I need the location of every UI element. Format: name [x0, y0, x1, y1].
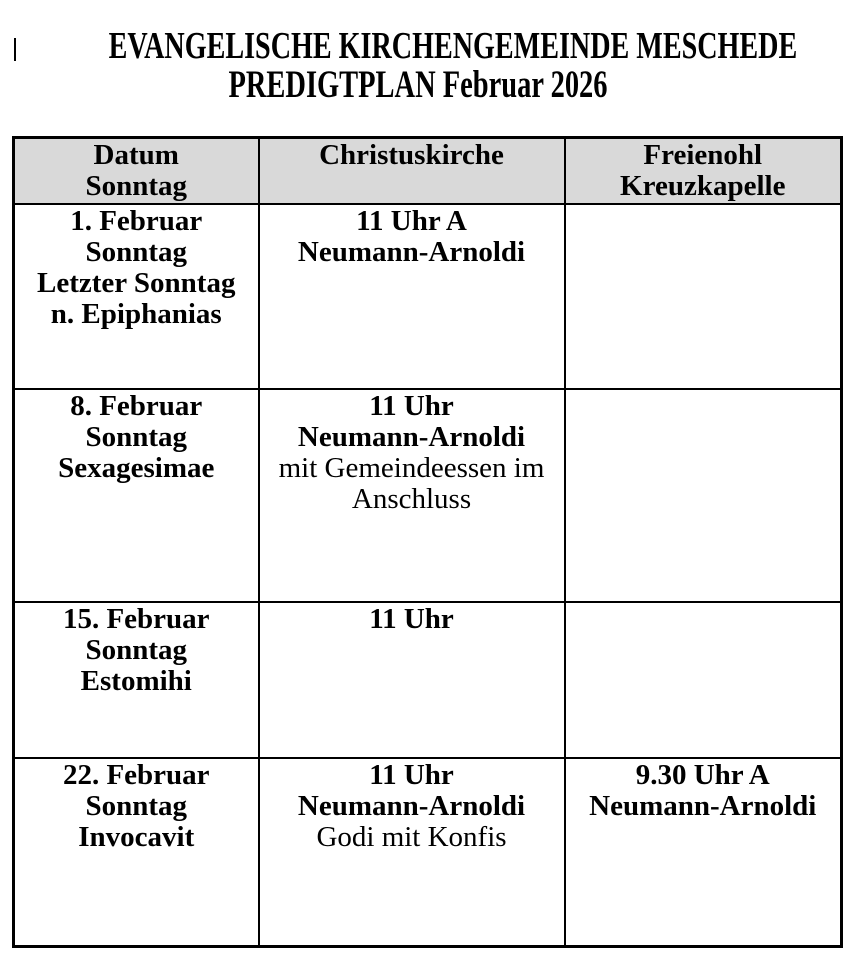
header-label: Kreuzkapelle [620, 170, 786, 202]
table-header-row [14, 138, 842, 205]
predigtplan-table [12, 136, 843, 948]
title-line-2: PREDIGTPLAN Februar 2026 [228, 63, 608, 106]
date-line: Estomihi [80, 665, 192, 697]
date-line: 8. Februar [70, 390, 203, 422]
christuskirche-cell [259, 389, 565, 602]
service-line: 11 Uhr A [356, 205, 467, 237]
service-line: Neumann-Arnoldi [297, 421, 526, 453]
date-cell [14, 389, 259, 602]
date-line: 15. Februar [62, 603, 210, 635]
header-label: Sonntag [85, 170, 188, 202]
table-row [14, 758, 842, 946]
header-cell-datum [14, 138, 259, 205]
header-label: Datum [93, 139, 179, 171]
date-cell [14, 758, 259, 946]
christuskirche-cell [259, 758, 565, 946]
service-line: Neumann-Arnoldi [297, 790, 526, 822]
date-line: Sonntag [85, 421, 188, 453]
christuskirche-cell [259, 602, 565, 758]
freienohl-cell [565, 389, 842, 602]
service-line: 9.30 Uhr A [635, 759, 770, 791]
date-cell [14, 204, 259, 389]
title-line-1: EVANGELISCHE KIRCHENGEMEINDE MESCHEDE [108, 25, 798, 67]
service-line: Neumann-Arnoldi [589, 790, 817, 822]
christuskirche-cell [259, 204, 565, 389]
date-cell [14, 602, 259, 758]
date-line: Letzter Sonntag [37, 267, 236, 299]
service-note-line: Godi mit Konfis [316, 821, 507, 853]
date-line: Sexagesimae [58, 452, 215, 484]
date-line: Invocavit [78, 821, 195, 853]
header-cell-freienohl [565, 138, 842, 205]
date-line: 1. Februar [70, 205, 203, 237]
header-label: Christuskirche [319, 139, 504, 171]
freienohl-cell [565, 758, 842, 946]
document-title [0, 26, 836, 104]
date-line: 22. Februar [62, 759, 210, 791]
freienohl-cell [565, 204, 842, 389]
service-note-line: mit Gemeindeessen im Anschluss [278, 452, 545, 515]
header-cell-christuskirche [259, 138, 565, 205]
header-label: Freienohl [643, 139, 763, 171]
freienohl-cell [565, 602, 842, 758]
date-line: Sonntag [85, 790, 188, 822]
service-line: 11 Uhr [369, 390, 454, 422]
date-line: Sonntag [85, 236, 188, 268]
service-line: 11 Uhr [369, 759, 454, 791]
table-row [14, 389, 842, 602]
service-line: Neumann-Arnoldi [297, 236, 526, 268]
date-line: Sonntag [85, 634, 188, 666]
date-line: n. Epiphanias [50, 298, 222, 330]
table-row [14, 602, 842, 758]
service-line: 11 Uhr [369, 603, 454, 635]
table-row [14, 204, 842, 389]
